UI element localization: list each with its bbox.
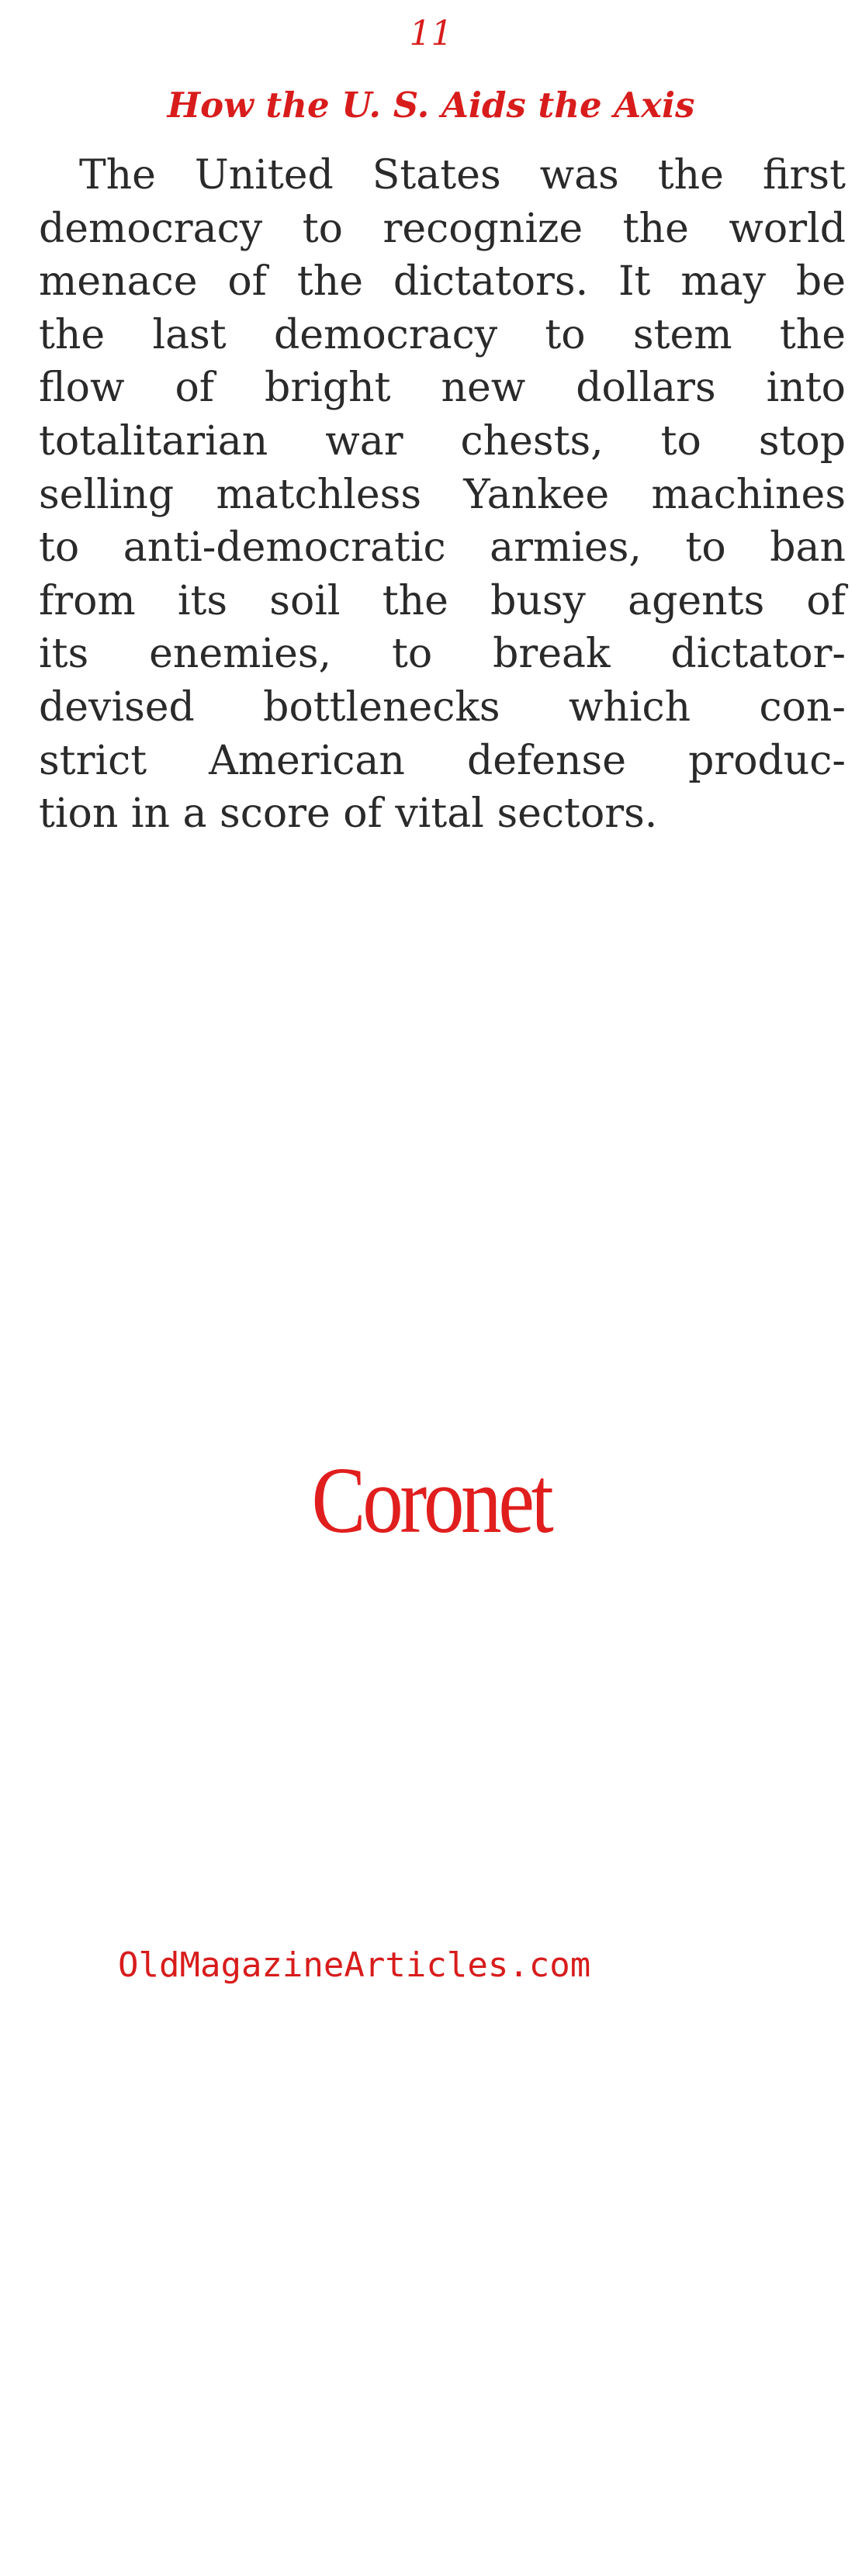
paragraph-line: devised bottlenecks which con- [39,683,846,731]
paragraph-line: democracy to recognize the world [39,205,846,252]
page-number: 11 [409,14,453,54]
paragraph-line: strict American defense produc- [39,737,846,784]
paragraph-line: The United States was the first [79,152,846,199]
publication-logo: Coronet [311,1448,551,1553]
paragraph-line: to anti-democratic armies, to ban [39,524,846,572]
paragraph-line: totalitarian war chests, to stop [39,417,846,465]
paragraph-line: selling matchless Yankee machines [39,471,846,518]
paragraph-line: its enemies, to break dictator- [39,631,846,678]
website-watermark: OldMagazineArticles.com [118,1945,591,1985]
article-paragraph [39,149,846,841]
running-head-title: How the U. S. Aids the Axis [167,85,695,126]
paragraph-line: tion in a score of vital sectors. [39,790,658,838]
paragraph-line: flow of bright new dollars into [39,365,846,412]
paragraph-line: menace of the dictators. It may be [39,258,846,306]
paragraph-line: the last democracy to stem the [39,311,846,358]
paragraph-line: from its soil the busy agents of [39,577,846,624]
